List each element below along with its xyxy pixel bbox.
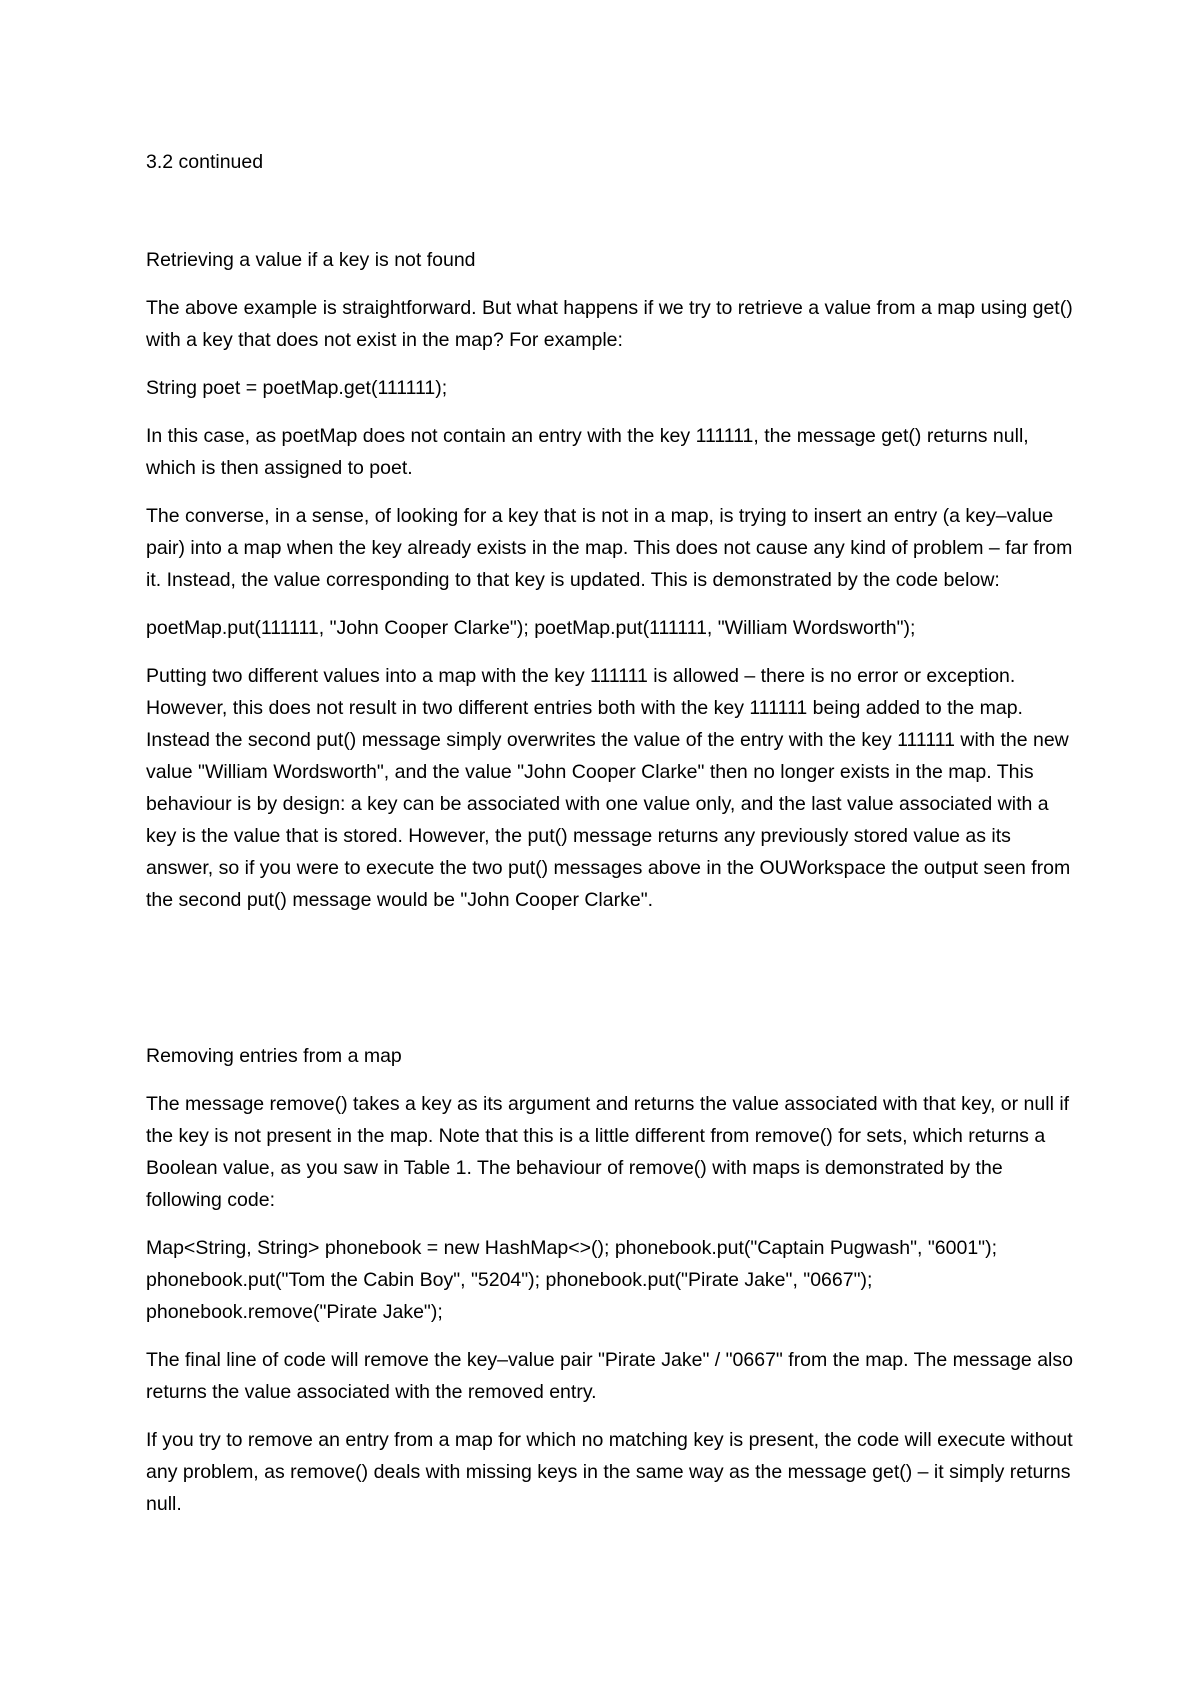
paragraph: The converse, in a sense, of looking for a key that is not in a map, is trying to insert an entry (a key–value pair) into a map when the key already exists in the map. This does not cause any kind of problem – far from it. Instead, the value corresponding to that key is updated. This is demonstrated by the code below: — [146, 505, 1073, 591]
paragraph: The final line of code will remove the key–value pair "Pirate Jake" / "0667" from the map. The message also returns the value associated with the removed entry. — [146, 1349, 1073, 1403]
document-page — [146, 0, 1076, 1698]
code-statement: String poet = poetMap.get(111111); — [146, 377, 448, 399]
code-statement: phonebook.put("Captain Pugwash", "6001"); — [614, 1237, 998, 1259]
paragraph: In this case, as poetMap does not contain an entry with the key 111111, the message get() returns null, which is then assigned to poet. — [146, 425, 1029, 479]
code-statement: poetMap.put(111111, "John Cooper Clarke"); — [146, 617, 529, 639]
code-statement: phonebook.put("Pirate Jake", "0667"); — [545, 1269, 873, 1291]
code-statement: Map<String, String> phonebook = new HashMap<>(); — [146, 1237, 610, 1259]
paragraph: Putting two different values into a map with the key 111111 is allowed – there is no error or exception. However, this does not result in two different entries both with the key 111111 being added to the map. Instead the second put() message simply overwrites the value of the entry with the key 111111 with the new value "William Wordsworth", and the value "John Cooper Clarke" then no longer exists in the map. This behaviour is by design: a key can be associated with one value only, and the last value associated with a key is the value that is stored. However, the put() message returns any previously stored value as its answer, so if you were to execute the two put() messages above in the OUWorkspace the output seen from the second put() message would be "John Cooper Clarke". — [146, 665, 1071, 911]
code-snippet — [146, 372, 1076, 404]
section-retrieving — [146, 244, 1076, 916]
code-snippet — [146, 612, 1076, 644]
section-heading-retrieving: Retrieving a value if a key is not found — [146, 249, 476, 271]
code-statement: phonebook.put("Tom the Cabin Boy", "5204"); — [146, 1269, 541, 1291]
code-statement: poetMap.put(111111, "William Wordsworth"); — [534, 617, 916, 639]
paragraph: The above example is straightforward. But what happens if we try to retrieve a value from a map using get() with a key that does not exist in the map? For example: — [146, 297, 1073, 351]
code-snippet — [146, 1232, 1076, 1328]
code-statement: phonebook.remove("Pirate Jake"); — [146, 1301, 443, 1323]
paragraph: If you try to remove an entry from a map for which no matching key is present, the code will execute without any problem, as remove() deals with missing keys in the same way as the message get() – it simply returns null. — [146, 1429, 1073, 1515]
section-heading-removing: Removing entries from a map — [146, 1045, 402, 1067]
paragraph: The message remove() takes a key as its argument and returns the value associated with that key, or null if the key is not present in the map. Note that this is a little different from remove() for sets, which returns a Boolean value, as you saw in Table 1. The behaviour of remove() with maps is demonstrated by the following code: — [146, 1093, 1070, 1211]
section-marker: 3.2 continued — [146, 151, 264, 173]
section-removing — [146, 1040, 1076, 1520]
